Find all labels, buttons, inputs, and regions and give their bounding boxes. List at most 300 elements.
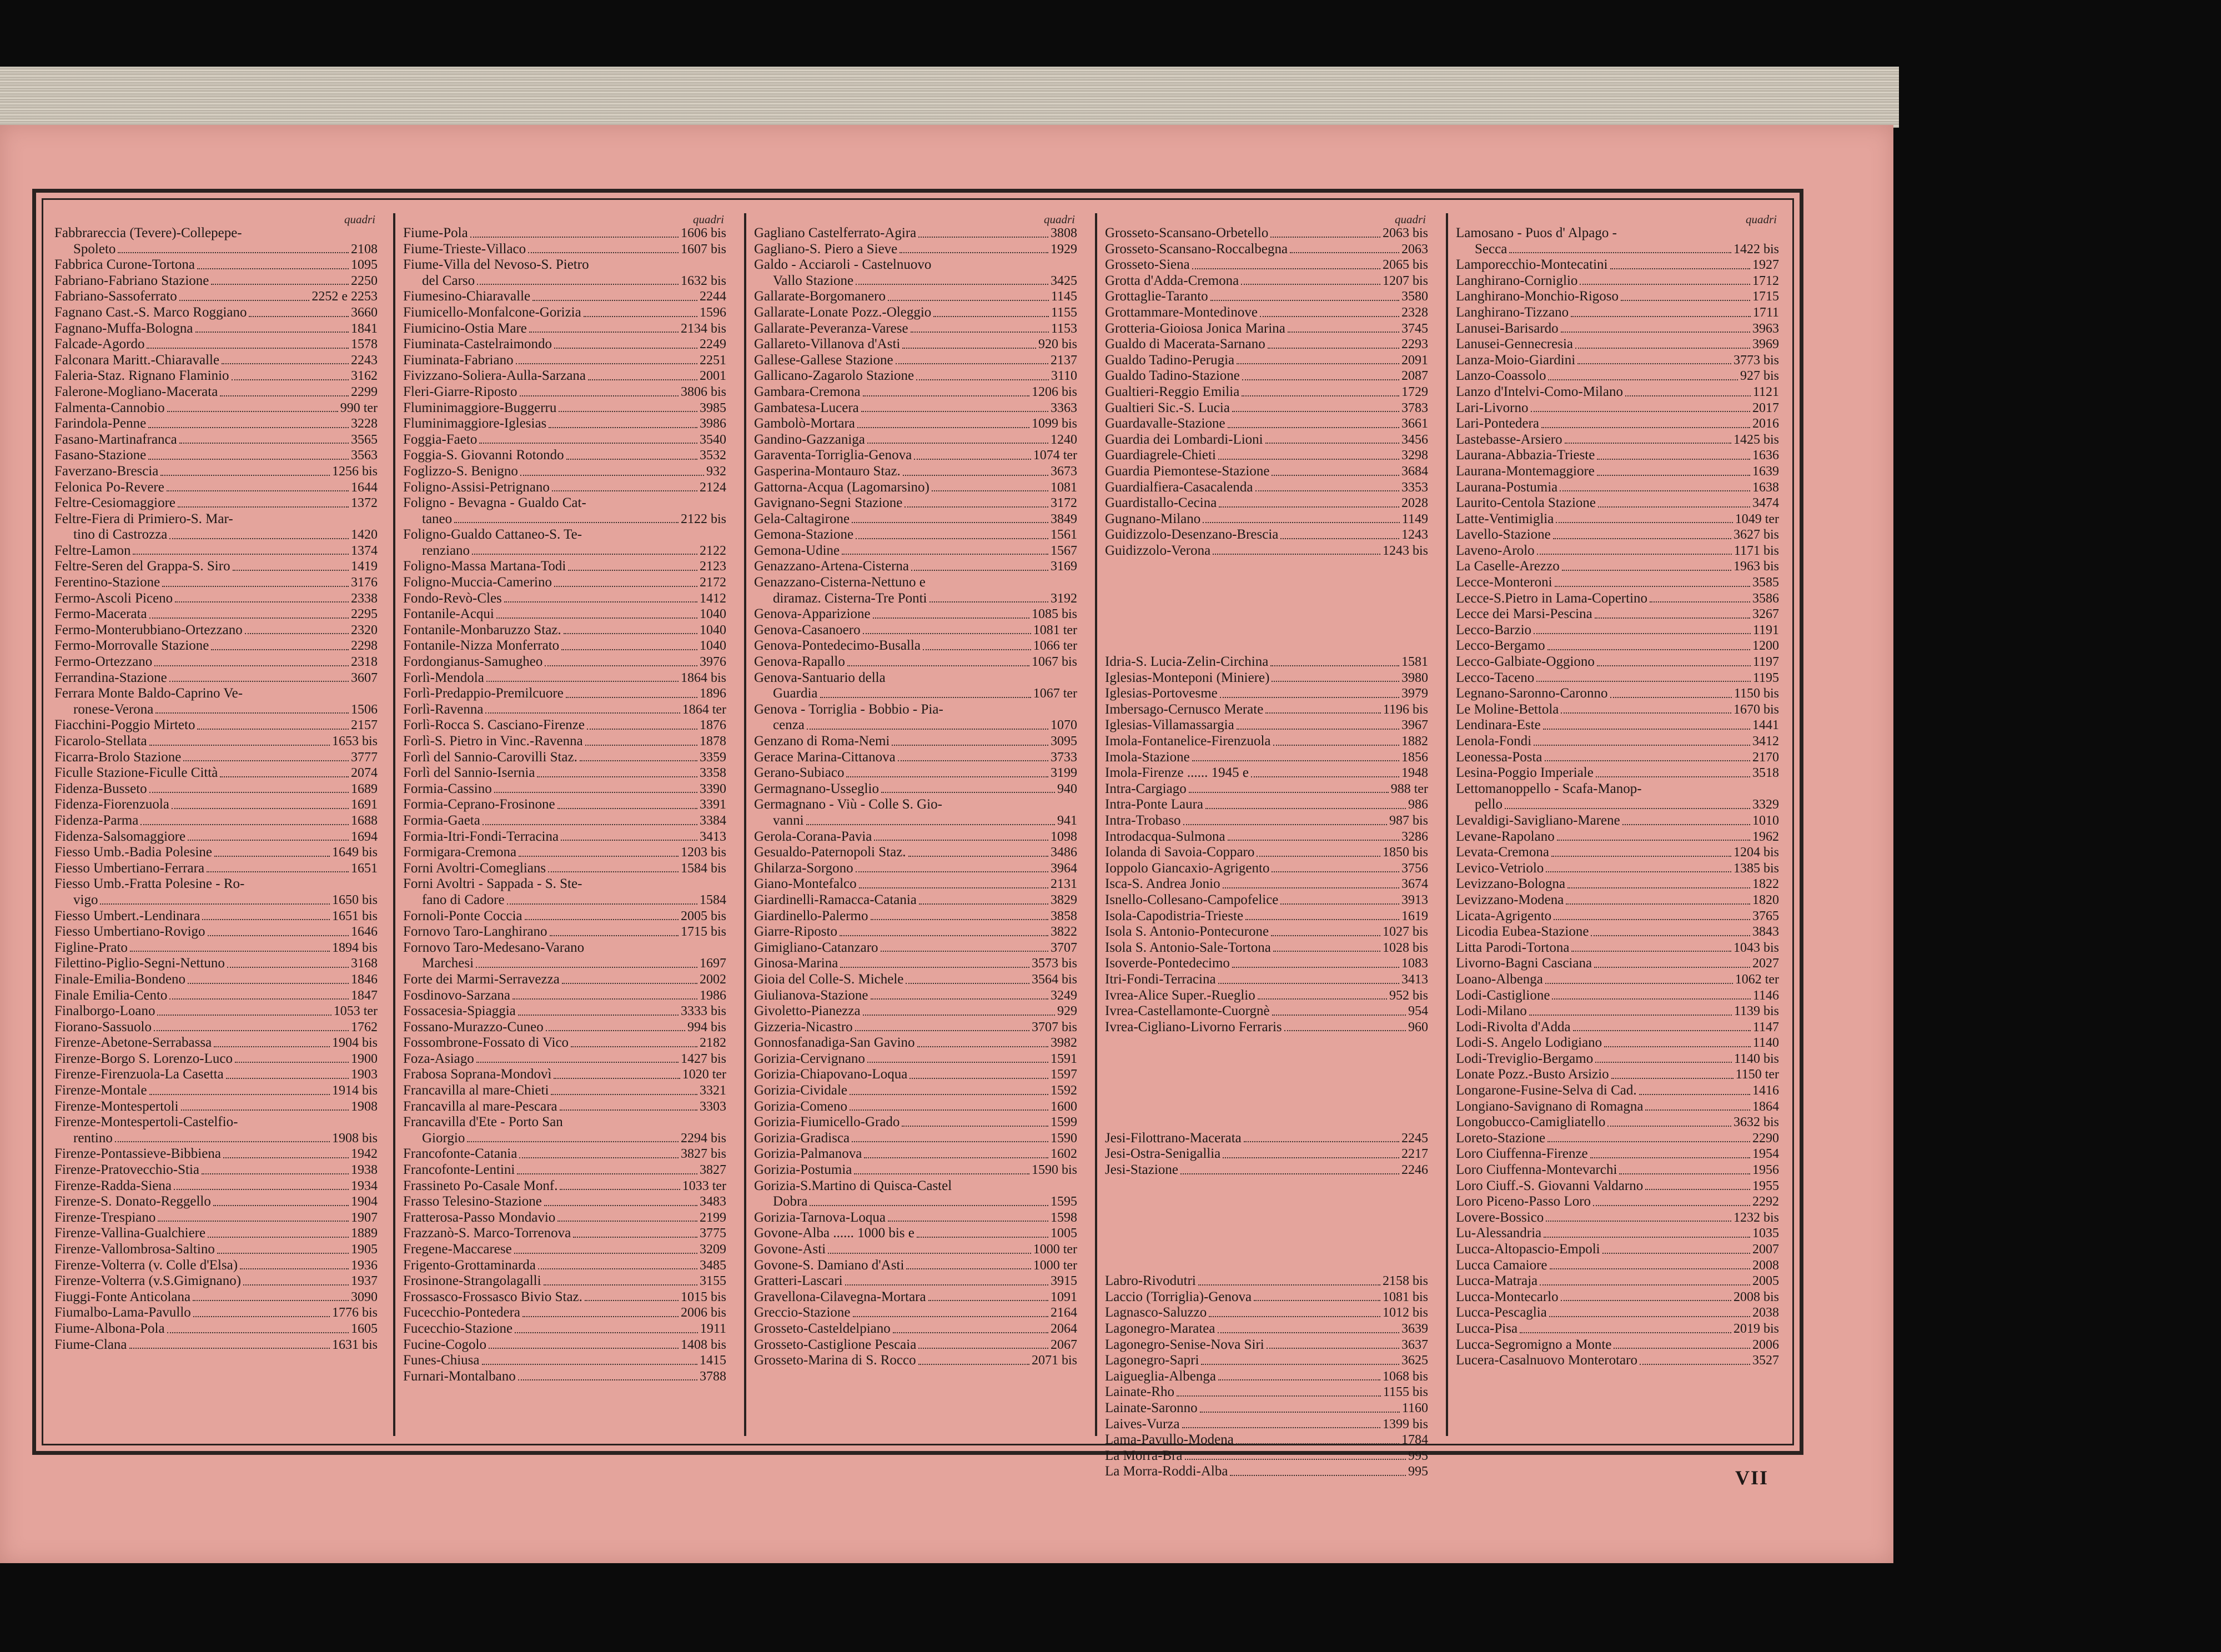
dot-leader — [476, 967, 697, 968]
index-entry — [1456, 1114, 1779, 1131]
route-name: Lecce dei Marsi-Pescina — [1456, 606, 1592, 622]
dot-leader — [846, 776, 1048, 777]
dot-leader — [179, 443, 349, 444]
index-entry — [403, 654, 726, 670]
table-reference: 3192 — [1051, 591, 1077, 606]
route-name: Foligno-Gualdo Cattaneo-S. Te- — [403, 527, 582, 543]
index-entry — [403, 1114, 726, 1131]
table-reference: 3563 — [351, 448, 378, 463]
route-name: Forlì-S. Pietro in Vinc.-Ravenna — [403, 734, 583, 749]
route-name: Intra-Ponte Laura — [1105, 797, 1204, 812]
route-name: Gonnosfanadiga-San Gavino — [754, 1035, 915, 1051]
table-reference: 988 ter — [1390, 781, 1428, 796]
dot-leader — [566, 459, 697, 460]
dot-leader — [1218, 1332, 1400, 1333]
index-entry — [1456, 940, 1779, 956]
table-reference: 3412 — [1752, 734, 1779, 749]
dot-leader — [193, 1316, 330, 1317]
table-reference: 3329 — [1752, 797, 1779, 812]
route-name: Lendinara-Este — [1456, 717, 1541, 733]
route-name: Lodi-S. Angelo Lodigiano — [1456, 1035, 1602, 1051]
route-name: Lu-Alessandria — [1456, 1226, 1542, 1241]
route-name: Laurito-Centola Stazione — [1456, 495, 1596, 511]
index-entry — [754, 638, 1077, 654]
index-entry — [403, 368, 726, 384]
dot-leader — [1551, 856, 1731, 857]
index-entry — [754, 1194, 1077, 1210]
route-name: Lodi-Treviglio-Bergamo — [1456, 1051, 1594, 1066]
dot-leader — [1607, 1126, 1731, 1127]
route-name: Firenze-Montale — [54, 1083, 147, 1098]
index-entry — [403, 400, 726, 416]
table-reference: 927 bis — [1740, 369, 1779, 384]
table-reference: 3585 — [1752, 575, 1779, 590]
index-entry — [1105, 717, 1428, 734]
dot-leader — [1241, 284, 1380, 285]
dot-leader — [1640, 1364, 1750, 1365]
index-entry — [54, 1258, 378, 1274]
table-reference: 1914 bis — [331, 1083, 378, 1098]
index-entry — [1456, 1035, 1779, 1051]
dot-leader — [545, 665, 697, 666]
index-entry — [1105, 1305, 1428, 1321]
dot-leader — [1192, 268, 1380, 269]
dot-leader — [175, 601, 349, 602]
dot-leader — [202, 919, 330, 920]
route-name: Ivrea-Alice Super.-Rueglio — [1105, 987, 1255, 1003]
route-name: Fiesso Umb.-Fratta Polesine - Ro- — [54, 876, 245, 892]
table-reference: 1081 — [1051, 480, 1077, 495]
route-name: Foggia-Faeto — [403, 431, 478, 447]
index-entry — [1456, 464, 1779, 480]
dot-leader — [863, 633, 1031, 634]
index-entry — [403, 416, 726, 432]
index-entry — [54, 1146, 378, 1162]
route-name: Fucecchio-Stazione — [403, 1320, 513, 1336]
index-entry — [1456, 591, 1779, 607]
dot-leader — [1183, 824, 1387, 825]
dot-leader — [933, 316, 1049, 317]
route-name: taneo — [422, 511, 453, 526]
blank-line — [1105, 606, 1428, 622]
dot-leader — [1552, 998, 1750, 1000]
index-entry — [754, 480, 1077, 496]
index-entry — [754, 892, 1077, 908]
route-name: Lanusei-Barisardo — [1456, 320, 1559, 336]
route-name: Gallareto-Villanova d'Asti — [754, 337, 901, 352]
table-reference: 1067 bis — [1031, 655, 1077, 670]
dot-leader — [1619, 1173, 1750, 1174]
table-reference: 3788 — [700, 1369, 726, 1384]
route-name: Firenze-Abetone-Serrabassa — [54, 1035, 212, 1051]
dot-leader — [1545, 983, 1733, 984]
dot-leader — [560, 1189, 680, 1190]
table-reference: 1243 bis — [1382, 543, 1428, 558]
route-name: Genazzano-Cisterna-Nettuno e — [754, 575, 926, 590]
route-name: Fondo-Revò-Cles — [403, 590, 502, 606]
route-name: Firenze-Vallina-Gualchiere — [54, 1226, 206, 1241]
route-name: Lavello-Stazione — [1456, 527, 1551, 543]
index-entry — [54, 734, 378, 750]
dot-leader — [148, 459, 349, 460]
column-heading: quadri — [344, 213, 375, 226]
table-reference: 1864 ter — [682, 702, 726, 717]
route-name: Falconara Maritt.-Chiaravalle — [54, 352, 220, 368]
index-entry — [54, 1035, 378, 1051]
dot-leader — [167, 1332, 349, 1333]
table-reference: 3783 — [1401, 400, 1428, 415]
route-name: Formia-Cassino — [403, 781, 492, 796]
table-reference: 3540 — [700, 432, 726, 447]
index-entry — [754, 416, 1077, 432]
dot-leader — [918, 1348, 1048, 1349]
blank-line — [1105, 575, 1428, 591]
table-reference: 3986 — [700, 416, 726, 431]
route-name: Forlì-Mendola — [403, 670, 484, 685]
route-name: Laurana-Abbazia-Trieste — [1456, 448, 1595, 463]
route-name: Lucca-Altopascio-Empoli — [1456, 1242, 1600, 1257]
column-heading: quadri — [1394, 213, 1426, 226]
dot-leader — [551, 1094, 697, 1095]
index-column-5 — [1446, 213, 1789, 1436]
index-entry — [54, 337, 378, 353]
index-entry — [1105, 1273, 1428, 1289]
dot-leader — [888, 300, 1049, 301]
route-name: Forlì-Ravenna — [403, 701, 484, 717]
index-column-3 — [744, 213, 1087, 1436]
index-entry — [403, 940, 726, 956]
route-name: Fluminimaggiore-Buggerru — [403, 400, 557, 415]
index-entry — [754, 702, 1077, 718]
table-reference: 3639 — [1401, 1321, 1428, 1336]
table-reference: 1043 bis — [1733, 940, 1779, 955]
dot-leader — [863, 395, 1029, 396]
index-entry — [1105, 1337, 1428, 1353]
dot-leader — [1596, 776, 1750, 777]
route-name: Lettomanoppello - Scafa-Manop- — [1456, 781, 1642, 796]
table-reference: 1878 — [700, 734, 726, 749]
index-entry — [54, 305, 378, 321]
index-entry — [754, 448, 1077, 464]
table-reference: 1955 — [1752, 1178, 1779, 1193]
route-name: Fasano-Martinafranca — [54, 431, 177, 447]
index-entry — [1456, 924, 1779, 940]
dot-leader — [1541, 427, 1750, 428]
dot-leader — [1610, 268, 1751, 269]
blank-line — [1105, 1035, 1428, 1051]
dot-leader — [1645, 1109, 1750, 1111]
table-reference: 3390 — [700, 781, 726, 796]
table-reference: 2249 — [700, 337, 726, 352]
dot-leader — [472, 554, 697, 555]
dot-leader — [227, 967, 349, 968]
table-reference: 952 bis — [1389, 988, 1428, 1003]
dot-leader — [226, 1078, 349, 1079]
index-entry — [1456, 1146, 1779, 1162]
table-reference: 2005 — [1752, 1274, 1779, 1289]
index-entry — [403, 1194, 726, 1210]
index-entry — [754, 813, 1077, 829]
route-name: Gugnano-Milano — [1105, 511, 1201, 526]
index-entry — [54, 924, 378, 940]
route-name: Latte-Ventimiglia — [1456, 511, 1554, 526]
index-entry — [754, 1162, 1077, 1178]
route-name: Fivizzano-Soliera-Aulla-Sarzana — [403, 368, 586, 384]
table-reference: 1005 — [1051, 1226, 1077, 1241]
dot-leader — [477, 284, 679, 285]
dot-leader — [923, 649, 1031, 650]
route-name: diramaz. Cisterna-Tre Ponti — [773, 590, 927, 606]
dot-leader — [916, 379, 1049, 380]
table-reference: 3627 bis — [1733, 528, 1779, 543]
route-name: Giarre-Riposto — [754, 924, 837, 940]
route-name: Fornovo Taro-Medesano-Varano — [403, 940, 585, 955]
dot-leader — [195, 332, 349, 333]
index-entry — [1456, 432, 1779, 448]
index-entry — [403, 242, 726, 258]
index-entry — [1456, 1178, 1779, 1194]
index-entry — [54, 1194, 378, 1210]
table-reference: 3674 — [1401, 877, 1428, 892]
table-reference: 2019 bis — [1733, 1321, 1779, 1336]
route-name: vanni — [773, 812, 804, 828]
route-name: Fiesso Umb.-Badia Polesine — [54, 845, 213, 860]
index-entry — [754, 1242, 1077, 1258]
table-reference: 3580 — [1401, 289, 1428, 304]
dot-leader — [888, 1221, 1048, 1222]
dot-leader — [529, 332, 679, 333]
table-reference: 1153 — [1051, 321, 1077, 336]
table-reference: 1936 — [351, 1258, 378, 1273]
route-name: Firenze-Montespertoli-Castelfio- — [54, 1114, 238, 1130]
index-entry — [1456, 1020, 1779, 1036]
dot-leader — [1597, 665, 1751, 666]
index-entry — [1105, 511, 1428, 528]
route-name: Lagnasco-Saluzzo — [1105, 1305, 1207, 1320]
index-entry — [754, 845, 1077, 861]
dot-leader — [932, 490, 1048, 491]
table-reference: 3413 — [700, 829, 726, 844]
table-reference: 3485 — [700, 1258, 726, 1273]
index-entry — [403, 1083, 726, 1099]
index-entry — [54, 717, 378, 734]
index-entry — [403, 321, 726, 337]
index-entry — [754, 432, 1077, 448]
dot-leader — [881, 792, 1055, 793]
table-reference: 3286 — [1401, 829, 1428, 844]
index-entry — [54, 972, 378, 988]
route-name: Lodi-Castiglione — [1456, 987, 1550, 1003]
route-name: Ficulle Stazione-Ficulle Città — [54, 765, 218, 781]
dot-leader — [893, 1332, 1048, 1333]
table-reference: 1894 bis — [331, 940, 378, 955]
route-name: Gorizia-Chiapovano-Loqua — [754, 1067, 908, 1082]
dot-leader — [850, 1109, 1048, 1111]
route-name: Frigento-Grottaminarda — [403, 1257, 536, 1273]
table-reference: 3486 — [1051, 845, 1077, 860]
table-reference: 1864 bis — [680, 670, 726, 685]
dot-leader — [1593, 1205, 1750, 1206]
index-entry — [403, 1131, 726, 1147]
table-reference: 2001 — [700, 369, 726, 384]
route-name: Formigara-Cremona — [403, 845, 517, 860]
index-entry — [403, 1067, 726, 1083]
route-name: Gravellona-Cilavegna-Mortara — [754, 1289, 926, 1304]
route-name: Genova-Rapallo — [754, 654, 845, 670]
index-entry — [754, 511, 1077, 528]
index-entry — [403, 1258, 726, 1274]
index-entry — [1456, 305, 1779, 321]
table-reference: 1644 — [351, 480, 378, 495]
index-entry — [1105, 845, 1428, 861]
table-reference: 1908 bis — [331, 1131, 378, 1146]
route-name: Gandino-Gazzaniga — [754, 431, 865, 447]
dot-leader — [507, 903, 697, 905]
dot-leader — [918, 237, 1048, 238]
dot-leader — [559, 411, 697, 412]
route-name: Grosseto-Scansano-Orbetello — [1105, 225, 1269, 240]
dot-leader — [1180, 1173, 1399, 1174]
route-name: Loano-Albenga — [1456, 971, 1543, 987]
dot-leader — [1258, 998, 1387, 1000]
index-entry — [1105, 448, 1428, 464]
index-entry — [403, 797, 726, 813]
index-entry — [1456, 845, 1779, 861]
table-reference: 2320 — [351, 622, 378, 637]
route-name: Fiume-Trieste-Villaco — [403, 241, 526, 257]
table-reference: 954 — [1408, 1004, 1428, 1019]
table-reference: 3474 — [1752, 496, 1779, 511]
index-entry — [54, 876, 378, 892]
dot-leader — [928, 1300, 1048, 1301]
dot-leader — [929, 601, 1048, 602]
dot-leader — [1288, 332, 1399, 333]
route-name: Introdacqua-Sulmona — [1105, 828, 1225, 844]
index-entry — [54, 321, 378, 337]
dot-leader — [908, 856, 1048, 857]
index-entry — [1456, 368, 1779, 384]
dot-leader — [571, 1046, 697, 1047]
dot-leader — [1611, 1078, 1733, 1079]
index-entry — [1456, 1051, 1779, 1067]
dot-leader — [528, 252, 679, 253]
index-entry — [54, 1131, 378, 1147]
route-name: Lainate-Rho — [1105, 1384, 1174, 1400]
table-reference: 3110 — [1051, 369, 1077, 384]
dot-leader — [130, 951, 330, 952]
route-name: Firenze-Radda-Siena — [54, 1178, 172, 1193]
page-number: VII — [1735, 1467, 1769, 1489]
table-reference: 2124 — [700, 480, 726, 495]
route-name: Langhirano-Tizzano — [1456, 304, 1569, 320]
dot-leader — [1270, 665, 1399, 666]
table-reference: 3358 — [700, 766, 726, 781]
dot-leader — [1219, 506, 1399, 508]
route-name: Gioia del Colle-S. Michele — [754, 971, 904, 987]
route-name: Fornoli-Ponte Coccia — [403, 908, 522, 923]
route-name: Marchesi — [422, 956, 474, 971]
route-name: Gualtieri-Reggio Emilia — [1105, 384, 1240, 399]
dot-leader — [546, 1030, 685, 1031]
index-entry — [1456, 638, 1779, 654]
route-name: Gizzeria-Nicastro — [754, 1019, 853, 1035]
index-entry — [403, 289, 726, 305]
route-name: Giardinello-Palermo — [754, 908, 868, 923]
route-name: Francofonte-Catania — [403, 1146, 517, 1162]
index-entry — [54, 1162, 378, 1178]
index-entry — [754, 1258, 1077, 1274]
index-entry — [1105, 1369, 1428, 1385]
table-reference: 1688 — [351, 813, 378, 828]
table-reference: 1146 — [1752, 988, 1779, 1003]
blank-line — [1105, 1083, 1428, 1099]
table-reference: 3425 — [1051, 273, 1077, 288]
index-entry — [754, 353, 1077, 369]
dot-leader — [828, 1253, 1031, 1254]
dot-leader — [911, 332, 1049, 333]
route-name: Fleri-Giarre-Riposto — [403, 384, 517, 399]
table-reference: 2123 — [700, 559, 726, 574]
dot-leader — [1265, 712, 1381, 714]
index-entry — [54, 606, 378, 622]
route-name: Guardistallo-Cecina — [1105, 495, 1217, 511]
dot-leader — [1185, 1459, 1406, 1460]
dot-leader — [1230, 1475, 1406, 1476]
index-entry — [1456, 654, 1779, 670]
table-reference: 2016 — [1752, 416, 1779, 431]
table-reference: 1040 — [700, 622, 726, 637]
dot-leader — [806, 824, 1055, 825]
table-reference: 2008 — [1752, 1258, 1779, 1273]
index-entry — [54, 1337, 378, 1353]
route-name: Lanusei-Gennecresia — [1456, 337, 1573, 352]
dot-leader — [1192, 760, 1399, 761]
index-entry — [754, 670, 1077, 686]
index-entry — [1105, 495, 1428, 511]
route-name: vigo — [73, 892, 98, 907]
table-reference: 2007 — [1752, 1242, 1779, 1257]
route-name: Firenze-Montespertoli — [54, 1098, 179, 1114]
index-entry — [403, 1035, 726, 1051]
route-name: Gerano-Subiaco — [754, 765, 845, 781]
route-name: Firenze-Pontassieve-Bibbiena — [54, 1146, 221, 1162]
route-name: Fornovo Taro-Langhirano — [403, 924, 547, 940]
index-entry — [403, 924, 726, 940]
index-column-2 — [393, 213, 736, 1436]
route-name: Fossacesia-Spiaggia — [403, 1003, 516, 1019]
index-entry — [1105, 734, 1428, 750]
index-entry — [754, 559, 1077, 575]
route-name: Foza-Asiago — [403, 1051, 474, 1066]
table-reference: 1095 — [351, 258, 378, 273]
dot-leader — [208, 935, 349, 936]
dot-leader — [207, 871, 349, 872]
table-reference: 2328 — [1401, 305, 1428, 320]
dot-leader — [853, 1316, 1048, 1317]
dot-leader — [896, 363, 1048, 364]
route-name: Firenze-Vallombrosa-Saltino — [54, 1242, 215, 1257]
index-entry — [1456, 1321, 1779, 1337]
route-name: Finalborgo-Loano — [54, 1003, 155, 1019]
dot-leader — [517, 1173, 697, 1174]
table-reference: 1155 bis — [1383, 1385, 1428, 1400]
table-reference: 1820 — [1752, 892, 1779, 907]
dot-leader — [873, 617, 1029, 619]
table-reference: 1140 bis — [1733, 1051, 1779, 1066]
table-reference: 3303 — [700, 1099, 726, 1114]
route-name: Gambolò-Mortara — [754, 416, 855, 431]
index-entry — [1456, 956, 1779, 972]
